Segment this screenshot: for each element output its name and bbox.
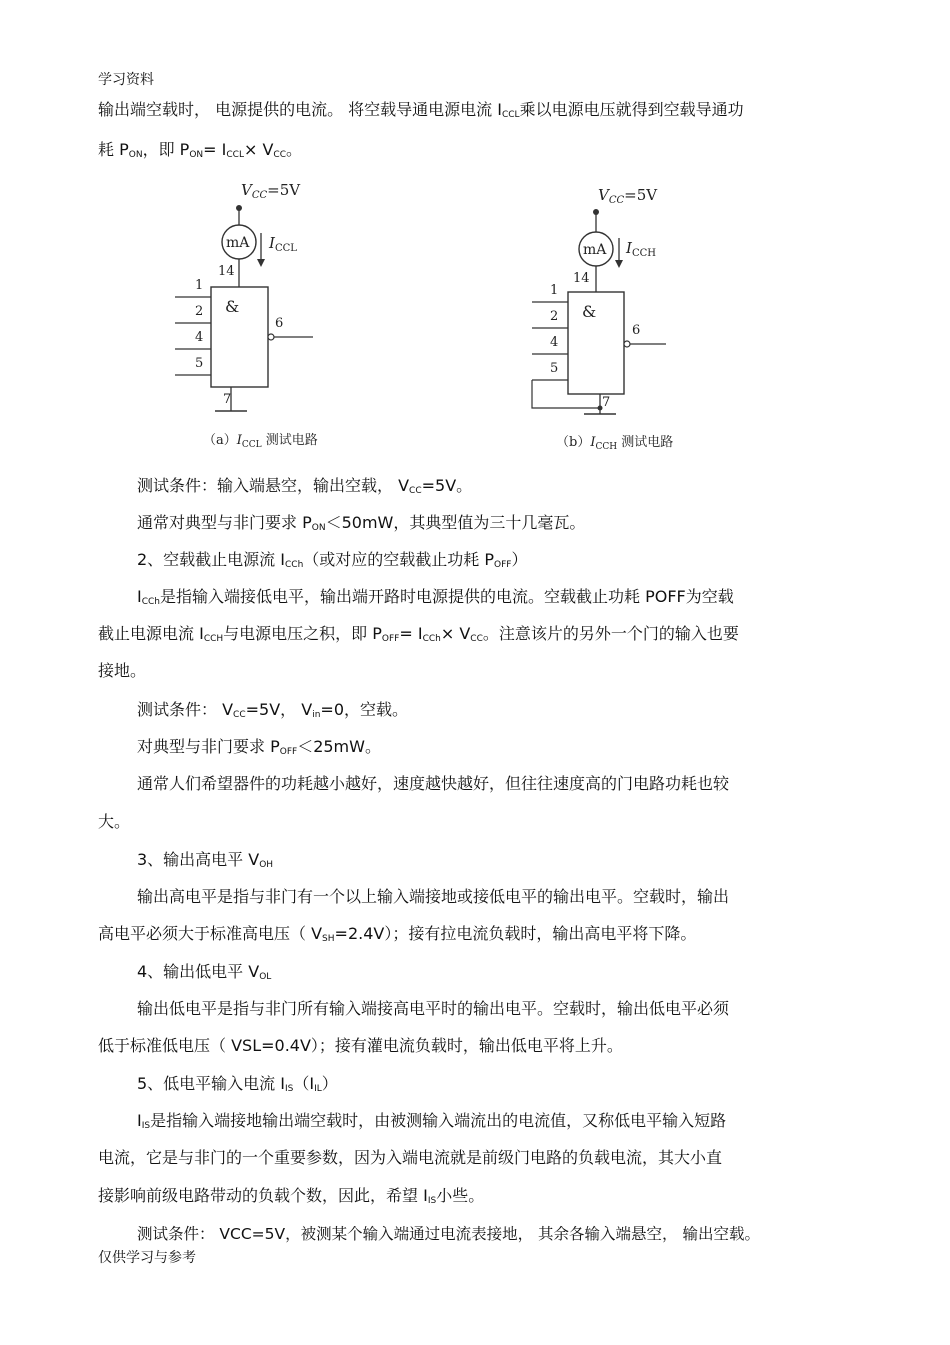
gate-symbol: & bbox=[225, 297, 240, 316]
text-line-13: 3、输出高电平 $V_{OH}$ bbox=[137, 850, 274, 870]
text-line-17: 输出低电平是指与非门所有输入端接高电平时的输出电平。空载时，输出低电平必须 bbox=[137, 999, 730, 1018]
pin-14-label: 14 bbox=[218, 264, 235, 279]
text-line-9: 测试条件： $V_{CC}=5V$， $V_{in}=0$，空载。 bbox=[137, 700, 409, 720]
current-label: $I_{CCL}$ bbox=[269, 234, 297, 254]
pin-2-label: 2 bbox=[550, 309, 559, 324]
ammeter-label: mA bbox=[226, 235, 250, 251]
output-bubble bbox=[268, 334, 274, 340]
text-line-12: 大。 bbox=[98, 812, 131, 831]
text-line-22: 接影响前级电路带动的负载个数，因此，希望 $I_{IS}$小些。 bbox=[98, 1186, 485, 1206]
pin-1-label: 1 bbox=[550, 283, 559, 298]
text-line-14: 输出高电平是指与非门有一个以上输入端接地或接低电平的输出电平。空载时，输出 bbox=[137, 887, 730, 906]
vcc-label: $V_{CC}=5V$ bbox=[241, 181, 301, 201]
text-line-23: 测试条件： VCC=5V，被测某个输入端通过电流表接地， 其余各输入端悬空， 输出空载。 bbox=[137, 1225, 760, 1243]
text-line-15: 高电平必须大于标准高电压（ $V_{SH}=2.4V$）；接有拉电流负载时，输出高电平将下降。 bbox=[98, 924, 697, 944]
text-line-19: 5、低电平输入电流 $I_{IS}(I_{IL})$ bbox=[137, 1074, 338, 1094]
figure-a-caption: $(a)I_{CCL}$ 测试电路 bbox=[203, 433, 318, 450]
text-line-7: 截止电源电流 $I_{CCH}$与电源电压之积，即 $P_{OFF}= I_{CCh}\times V_{CC}$。注意该片的另外一个门的输入也要 bbox=[98, 624, 739, 644]
pin-7-label: 7 bbox=[223, 392, 232, 407]
nand-gate-box bbox=[211, 287, 268, 387]
pin-5-label: 5 bbox=[195, 356, 204, 371]
pin-4-label: 4 bbox=[195, 330, 204, 345]
output-bubble bbox=[624, 341, 630, 347]
current-label: $I_{CCH}$ bbox=[626, 239, 656, 259]
text-line-2: 耗 $P_{ON}$，即 $P_{ON}= I_{CCL}\times V_{CC}$。 bbox=[98, 140, 302, 160]
pin-1-label: 1 bbox=[195, 278, 204, 293]
gate-symbol: & bbox=[582, 302, 597, 321]
text-line-18: 低于标准低电压（ VSL=0.4V）；接有灌电流负载时，输出低电平将上升。 bbox=[98, 1036, 623, 1055]
text-line-10: 对典型与非门要求 $P_{OFF}<25mW$。 bbox=[137, 737, 381, 757]
pin-5-label: 5 bbox=[550, 361, 559, 376]
text-line-11: 通常人们希望器件的功耗越小越好，速度越快越好，但往往速度高的门电路功耗也较 bbox=[137, 774, 730, 793]
ammeter-label: mA bbox=[583, 242, 607, 258]
text-line-6: $I_{CCh}$是指输入端接低电平，输出端开路时电源提供的电流。空载截止功耗 POFF为空载 bbox=[137, 587, 734, 607]
text-line-4: 通常对典型与非门要求 $P_{ON}<50mW$，其典型值为三十几毫瓦。 bbox=[137, 513, 586, 533]
icc-high-test-circuit bbox=[520, 180, 720, 460]
figure-b-caption: $(b)I_{CCH}$ 测试电路 bbox=[556, 435, 674, 452]
text-line-5: 2、空载截止电源流 $I_{CCh}$（或对应的空载截止功耗 $P_{OFF}$） bbox=[137, 550, 528, 570]
pin-4-label: 4 bbox=[550, 335, 559, 350]
text-line-21: 电流，它是与非门的一个重要参数，因为入端电流就是前级门电路的负载电流，其大小直 bbox=[98, 1148, 723, 1167]
page-header: 学习资料 bbox=[98, 72, 154, 88]
pin-2-label: 2 bbox=[195, 304, 204, 319]
text-line-3: 测试条件：输入端悬空，输出空载， $V_{CC}=5V$。 bbox=[137, 476, 473, 496]
vcc-label: $V_{CC}=5V$ bbox=[598, 186, 658, 206]
text-line-20: $I_{IS}$是指输入端接地输出端空载时，由被测输入端流出的电流值，又称低电平输入短路 bbox=[137, 1111, 727, 1131]
page-footer: 仅供学习与参考 bbox=[98, 1250, 196, 1266]
text-line-16: 4、输出低电平 $V_{OL}$ bbox=[137, 962, 272, 982]
pin-14-label: 14 bbox=[573, 271, 590, 286]
text-line-1: 输出端空载时， 电源提供的电流。 将空载导通电源电流 $I_{CCL}$乘以电源电压就得到空载导通功 bbox=[98, 100, 744, 120]
pin-7-label: 7 bbox=[602, 395, 611, 410]
text-line-8: 接地。 bbox=[98, 661, 147, 680]
icc-low-test-circuit bbox=[165, 175, 365, 455]
pin-6-label: 6 bbox=[632, 323, 641, 338]
pin-6-label: 6 bbox=[275, 316, 284, 331]
